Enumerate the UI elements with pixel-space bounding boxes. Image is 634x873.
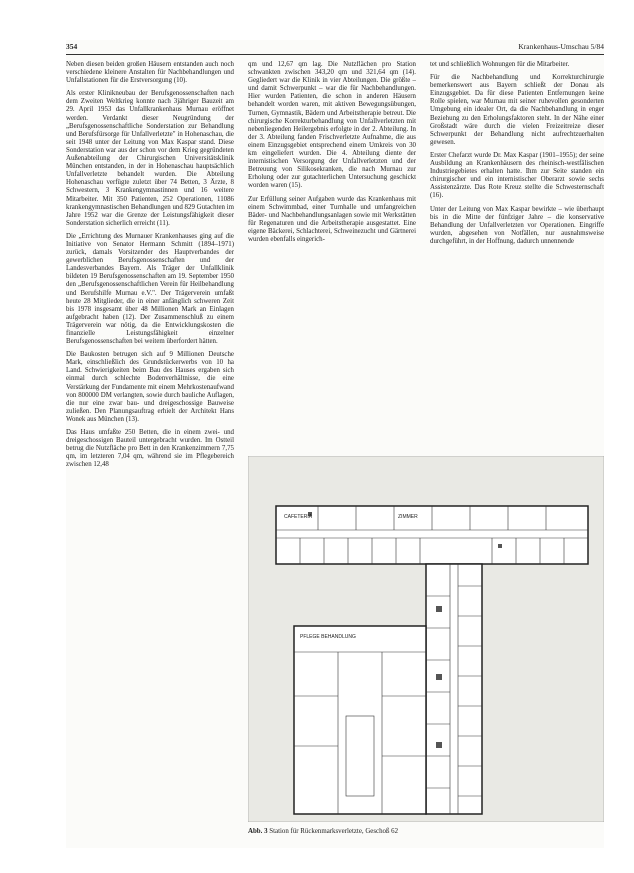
figure-caption bbox=[248, 828, 398, 835]
paragraph: Die „Errichtung des Murnauer Krankenhauses ging auf die Initiative von Senator Hermann Schmitt (1894–1971) zurück, damals Vorsitzender des Hauptverbandes der gewerblichen Berufsgenossenschaften und der Landesverbandes Bayern. Als Träger der Unfallklinik bildeten 19 Berufsgenossenschaften am 19. September 1950 den „Berufsgenossenschaftlichen Verein für Heilbehandlung und Berufshilfe Murnau e.V.". Der Trägerverein umfaßt heute 28 Mitglieder, die in einer anfänglich schweren Zeit bis 1978 insgesamt über 48 Millionen Mark an Einlagen aufgebracht haben (12). Der Zusammenschluß zu einem Trägerverein war nötig, da die Entwicklungskosten die finanzielle Leistungsfähigkeit einzelner Berufsgenossenschaften bei weitem überfordert hätten. bbox=[66, 232, 234, 346]
paragraph: Neben diesen beiden großen Häusern entstanden auch noch verschiedene kleinere Anstalten für Nachbehandlungen und Unfallstationen für die Erstversorgung (10). bbox=[66, 61, 234, 85]
paragraph: Unter der Leitung von Max Kaspar bewirkte – wie überhaupt bis in die Mitte der fünfziger Jahre – die konservative Behandlung der Unfallverletzten vor Operationen. Eingriffe wurden, abgesehen von Notfällen, nur ausnahmsweise durchgeführt, in der Hoffnung, dadurch unnennende bbox=[430, 205, 604, 245]
text-column-1 bbox=[66, 61, 234, 847]
paragraph: tet und schließlich Wohnungen für die Mitarbeiter. bbox=[430, 61, 570, 68]
plan-label-cafeteria: CAFETERIA bbox=[284, 514, 313, 520]
paragraph: Das Haus umfaßte 250 Betten, die in einem zwei- und dreigeschossigen Bauteil untergebracht wurden. Im Ostteil betrug die Nutzfläche pro Bett in den Krankenzimmern 7,75 qm, im letzteren 7,04 qm, während sie im Pflegebereich zwischen 12,48 bbox=[66, 429, 234, 469]
page-number: 354 bbox=[66, 42, 78, 51]
journal-page bbox=[66, 40, 604, 848]
text-column-2 bbox=[248, 61, 416, 449]
caption-label: Abb. 3 bbox=[248, 828, 268, 835]
paragraph: Als erster Klinikneubau der Berufsgenossenschaften nach dem Zweiten Weltkrieg konnte nach 3jähriger Bauzeit am 29. April 1953 das Unfallkrankenhaus Murnau eröffnet werden. Verdankt dieser Neugründung der „Berufsgenossenschaftliche Sonderstation zur Behandlung und Berufsfürsorge für Unfallverletzte" in Hohenaschau, die seit 1948 unter der Leitung von Max Kaspar stand. Diese Sonderstation war aus der schon vor dem Krieg gegründeten Außenabteilung der Chirurgischen Universitätsklinik München entstanden, in der in Hohenaschau hauptsächlich Unfallverletzte behandelt wurden. Die Abteilung Hohenaschau verfügte zuletzt über 74 Betten, 3 Ärzte, 8 Schwestern, 3 Krankengymnastinnen und 16 weitere Mitarbeiter. Mit 350 Patienten, 252 Operationen, 11086 krankengymnastischen Behandlungen und 829 Gutachten im Jahre 1952 war die Grenze der Leistungsfähigkeit dieser Sonderstation sicherlich erreicht (11). bbox=[66, 90, 234, 227]
paragraph: Die Baukosten betrugen sich auf 9 Millionen Deutsche Mark, einschließlich des Grundstückerwerbs von 10 ha Land. Schwierigkeiten beim Bau des Hauses ergaben sich einmal durch schlechte Bodenverhältnisse, die eine Verstärkung der Fundamente mit einem Mehrkostenaufwand von 800000 DM verlangten, sowie durch bauliche Auflagen, die nur eine zwar bau- und dreigeschossige Bauweise zuließen. Den Planungsauftrag erhielt der Architekt Hans Wonek aus München (13). bbox=[66, 351, 234, 423]
paragraph: Für die Nachbehandlung und Korrekturchirurgie bemerkenswert aus Bayern schließt der Donau als Einzugsgebiet. Da für diese Patienten Entfernungen keine Rolle spielen, war Murnau mit seiner ruhevollen gesonderten Umgebung ein idealer Ort, da die Nachbehandlung in enger Beziehung zu den Erholungsfaktoren steht. In der Nähe einer Großstadt wäre durch die vielen Freizeitreize dieser Schwerpunkt der Behandlung nicht aufrechtzuerhalten gewesen. bbox=[430, 74, 604, 146]
floor-plan-figure bbox=[248, 456, 604, 840]
journal-title: Krankenhaus-Umschau 5/84 bbox=[518, 42, 604, 51]
paragraph: Zur Erfüllung seiner Aufgaben wurde das Krankenhaus mit einem Schwimmbad, einer Turnhalle und umfangreichen Bäder- und Nachbehandlungsanlagen sowie mit Werkstätten für Regenaturen und die Arbeitstherapie ausgestattet. Eine eigene Bäckerei, Schlachterei, Schweinezucht und Gärtnerei wurden ebenfalls eingerich- bbox=[248, 195, 416, 243]
page-header bbox=[66, 40, 604, 54]
plan-label-zimmer: ZIMMER bbox=[398, 514, 418, 520]
paragraph: Erster Chefarzt wurde Dr. Max Kaspar (1901–1955); der seine Ausbildung an Krankenhäusern des rheinisch-westfälischen Industriegebietes erhalten hatte. Ihm zur Seite standen ein chirurgischer und ein internistischer Oberarzt sowie sechs Assistenzärzte. Das Rote Kreuz stellte die Schwesternschaft (16). bbox=[430, 151, 604, 200]
header-rule bbox=[66, 54, 604, 55]
paragraph: qm und 12,67 qm lag. Die Nutzflächen pro Station schwankten zwischen 343,20 qm und 321,64 qm (14). Gegliedert war die Klinik in vier Abteilungen. Die größte – und damit Schwerpunkt – war die für Nachbehandlungen. Hier wurden Patienten, die schon in anderen Häusern behandelt worden waren, mit aktiven Bewegungsübungen, Turnen, Gymnastik, Bädern und Arbeitstherapie betreut. Die chirurgische Korrekturbehandlung von Unfallverletzten mit nebenliegenden Heilergebnis erfolgte in der 2. Abteilung. In der 3. Abteilung fanden Frischverletzte Aufnahme, die aus einem Einzugsgebiet entsprechend einem Umkreis von 30 km eingeliefert wurden. Die 4. Abteilung diente der internistischen Versorgung der Unfallverletzten und der Betreuung von Silikosekranken, die nach Murnau zur Erholung oder zur gutachterlichen Untersuchung geschickt worden waren (15). bbox=[248, 61, 416, 190]
caption-text: Station für Rückenmarksverletzte, Geschoß 62 bbox=[269, 828, 399, 835]
plan-label-pflege: PFLEGE BEHANDLUNG bbox=[300, 634, 356, 640]
text-column-3 bbox=[430, 61, 604, 449]
